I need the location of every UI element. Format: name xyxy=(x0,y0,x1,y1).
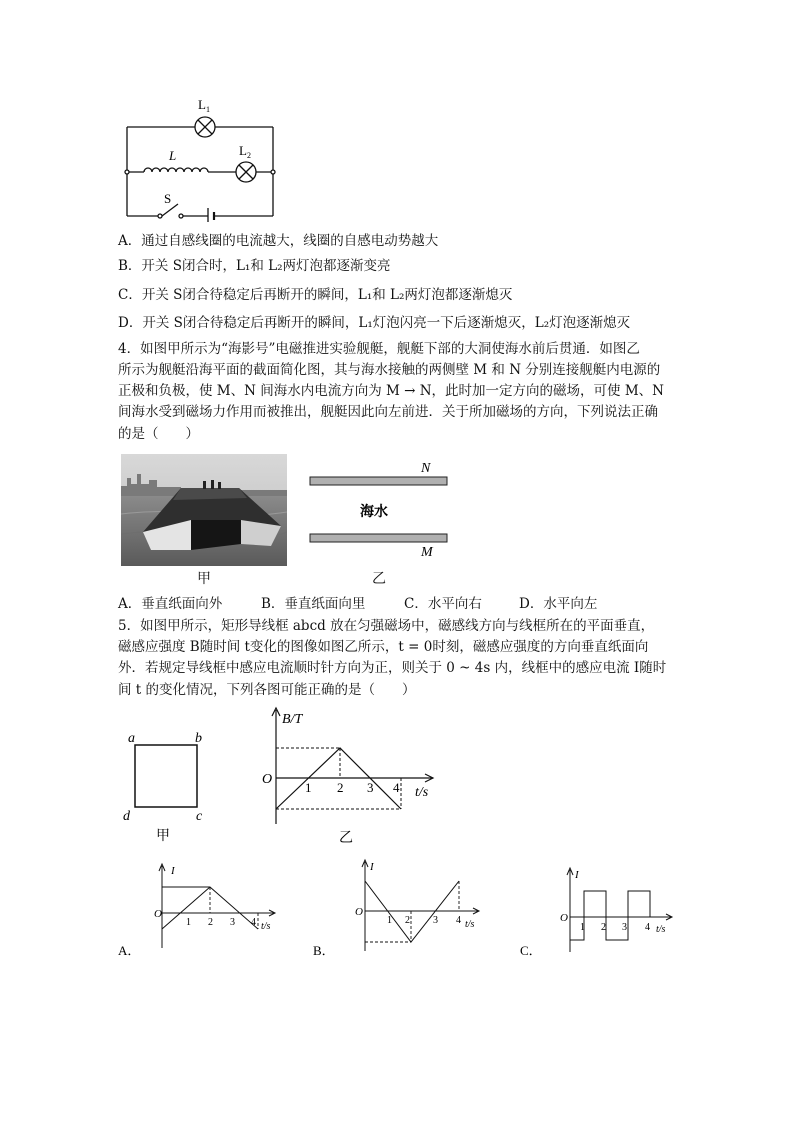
q4-fig-jia-caption: 甲 xyxy=(197,571,211,587)
q4-option-b: B．垂直纸面向里 xyxy=(261,596,366,612)
option-c-xlabel: t/s xyxy=(656,924,666,935)
q4-option-a: A．垂直纸面向外 xyxy=(118,596,223,612)
b-axis-label: B/T xyxy=(282,712,303,727)
option-b-tick-2: 2 xyxy=(405,915,410,926)
q5-fig-jia-caption: 甲 xyxy=(156,829,170,844)
option-a-ylabel: I xyxy=(171,865,175,877)
q5-stem-line-3: 外．若规定导线框中感应电流顺时针方向为正，则关于 0 ~ 4s 内，线框中的感应电流 I随时 xyxy=(118,660,667,676)
label-l2: $L_2$ xyxy=(239,143,251,160)
tick-3: 3 xyxy=(367,780,374,795)
option-b-tick-3: 3 xyxy=(433,915,438,926)
q4-stem-line-5: 的是（ ） xyxy=(118,426,199,442)
option-a-graph xyxy=(118,858,288,958)
label-d: d xyxy=(123,809,130,824)
q3-option-d: D．开关 S闭合待稳定后再断开的瞬间，L₁灯泡闪亮一下后逐渐熄灭，L₂灯泡逐渐熄灭 xyxy=(118,315,631,331)
label-n: N xyxy=(421,461,431,476)
option-c-letter: C． xyxy=(520,943,542,958)
option-b-tick-4: 4 xyxy=(456,915,461,926)
label-b: b xyxy=(195,731,202,746)
t-axis-label: t/s xyxy=(415,785,429,800)
option-c-tick-1: 1 xyxy=(580,922,585,933)
q3-option-a: A．通过自感线圈的电流越大，线圈的自感电动势越大 xyxy=(118,233,439,249)
q4-stem-line-2: 所示为舰艇沿海平面的截面简化图，其与海水接触的两侧壁 M 和 N 分别连接舰艇内电源的 xyxy=(118,362,661,378)
tick-1: 1 xyxy=(305,780,312,795)
q3-option-c: C．开关 S闭合待稳定后再断开的瞬间，L₁和 L₂两灯泡都逐渐熄灭 xyxy=(118,287,513,303)
option-a-tick-2: 2 xyxy=(208,917,213,928)
q4-stem-line-3: 正极和负极，使 M、N 间海水内电流方向为 M → N，此时加一定方向的磁场，可使 M、N xyxy=(118,383,664,399)
q5-stem-line-4: 间 t 的变化情况，下列各图可能正确的是（ ） xyxy=(118,682,416,698)
label-seawater: 海水 xyxy=(360,505,388,520)
q4-fig-yi-caption: 乙 xyxy=(372,571,386,587)
option-b-letter: B． xyxy=(313,943,335,958)
origin-label: O xyxy=(262,772,273,787)
option-b-graph xyxy=(313,856,488,958)
option-a-tick-3: 3 xyxy=(230,917,235,928)
q5-stem-line-1: 5．如图甲所示，矩形导线框 abcd 放在匀强磁场中，磁感线方向与线框所在的平面垂直， xyxy=(118,618,655,634)
label-m: M xyxy=(421,545,433,558)
q5-stem-line-2: 磁感应强度 B随时间 t变化的图像如图乙所示，t = 0时刻，磁感应强度的方向垂直纸面向 xyxy=(118,639,649,655)
q4-stem-line-1: 4．如图甲所示为“海影号”电磁推进实验舰艇，舰艇下部的大洞使海水前后贯通．如图乙 xyxy=(118,341,640,357)
option-a-xlabel: t/s xyxy=(261,921,271,932)
tick-4: 4 xyxy=(393,780,400,795)
option-b-ylabel: I xyxy=(370,861,374,873)
q3-option-b: B．开关 S闭合时，L₁和 L₂两灯泡都逐渐变亮 xyxy=(118,258,391,274)
label-a: a xyxy=(128,731,135,746)
q4-option-c: C．水平向右 xyxy=(404,596,482,612)
wire-frame-abcd xyxy=(118,726,218,844)
option-b-xlabel: t/s xyxy=(465,919,475,930)
label-c: c xyxy=(196,809,203,824)
option-a-letter: A． xyxy=(118,943,141,958)
lamp-l1-icon xyxy=(195,117,215,137)
q5-fig-yi-caption: 乙 xyxy=(339,831,353,846)
option-a-tick-1: 1 xyxy=(186,917,191,928)
option-b-origin: O xyxy=(355,906,363,918)
q4-option-d: D．水平向左 xyxy=(519,596,598,612)
option-c-tick-4: 4 xyxy=(645,922,650,933)
circuit-diagram xyxy=(118,92,288,222)
option-c-origin: O xyxy=(560,912,568,924)
option-c-graph xyxy=(520,864,680,958)
label-l1: $L_1$ xyxy=(198,97,210,114)
option-b-tick-1: 1 xyxy=(387,915,392,926)
label-switch: S xyxy=(164,191,172,206)
option-c-tick-2: 2 xyxy=(601,922,606,933)
ship-cross-section xyxy=(300,458,460,558)
b-t-graph xyxy=(255,702,445,848)
lamp-l2-icon xyxy=(236,162,256,182)
ship-photo xyxy=(121,454,287,566)
q4-stem-line-4: 间海水受到磁场力作用而被推出，舰艇因此向左前进．关于所加磁场的方向，下列说法正确 xyxy=(118,404,658,420)
option-c-tick-3: 3 xyxy=(622,922,627,933)
option-a-origin: O xyxy=(154,908,162,920)
label-inductor: L xyxy=(169,148,177,163)
option-a-tick-4: 4 xyxy=(251,917,256,928)
tick-2: 2 xyxy=(337,780,344,795)
option-c-ylabel: I xyxy=(575,869,579,881)
